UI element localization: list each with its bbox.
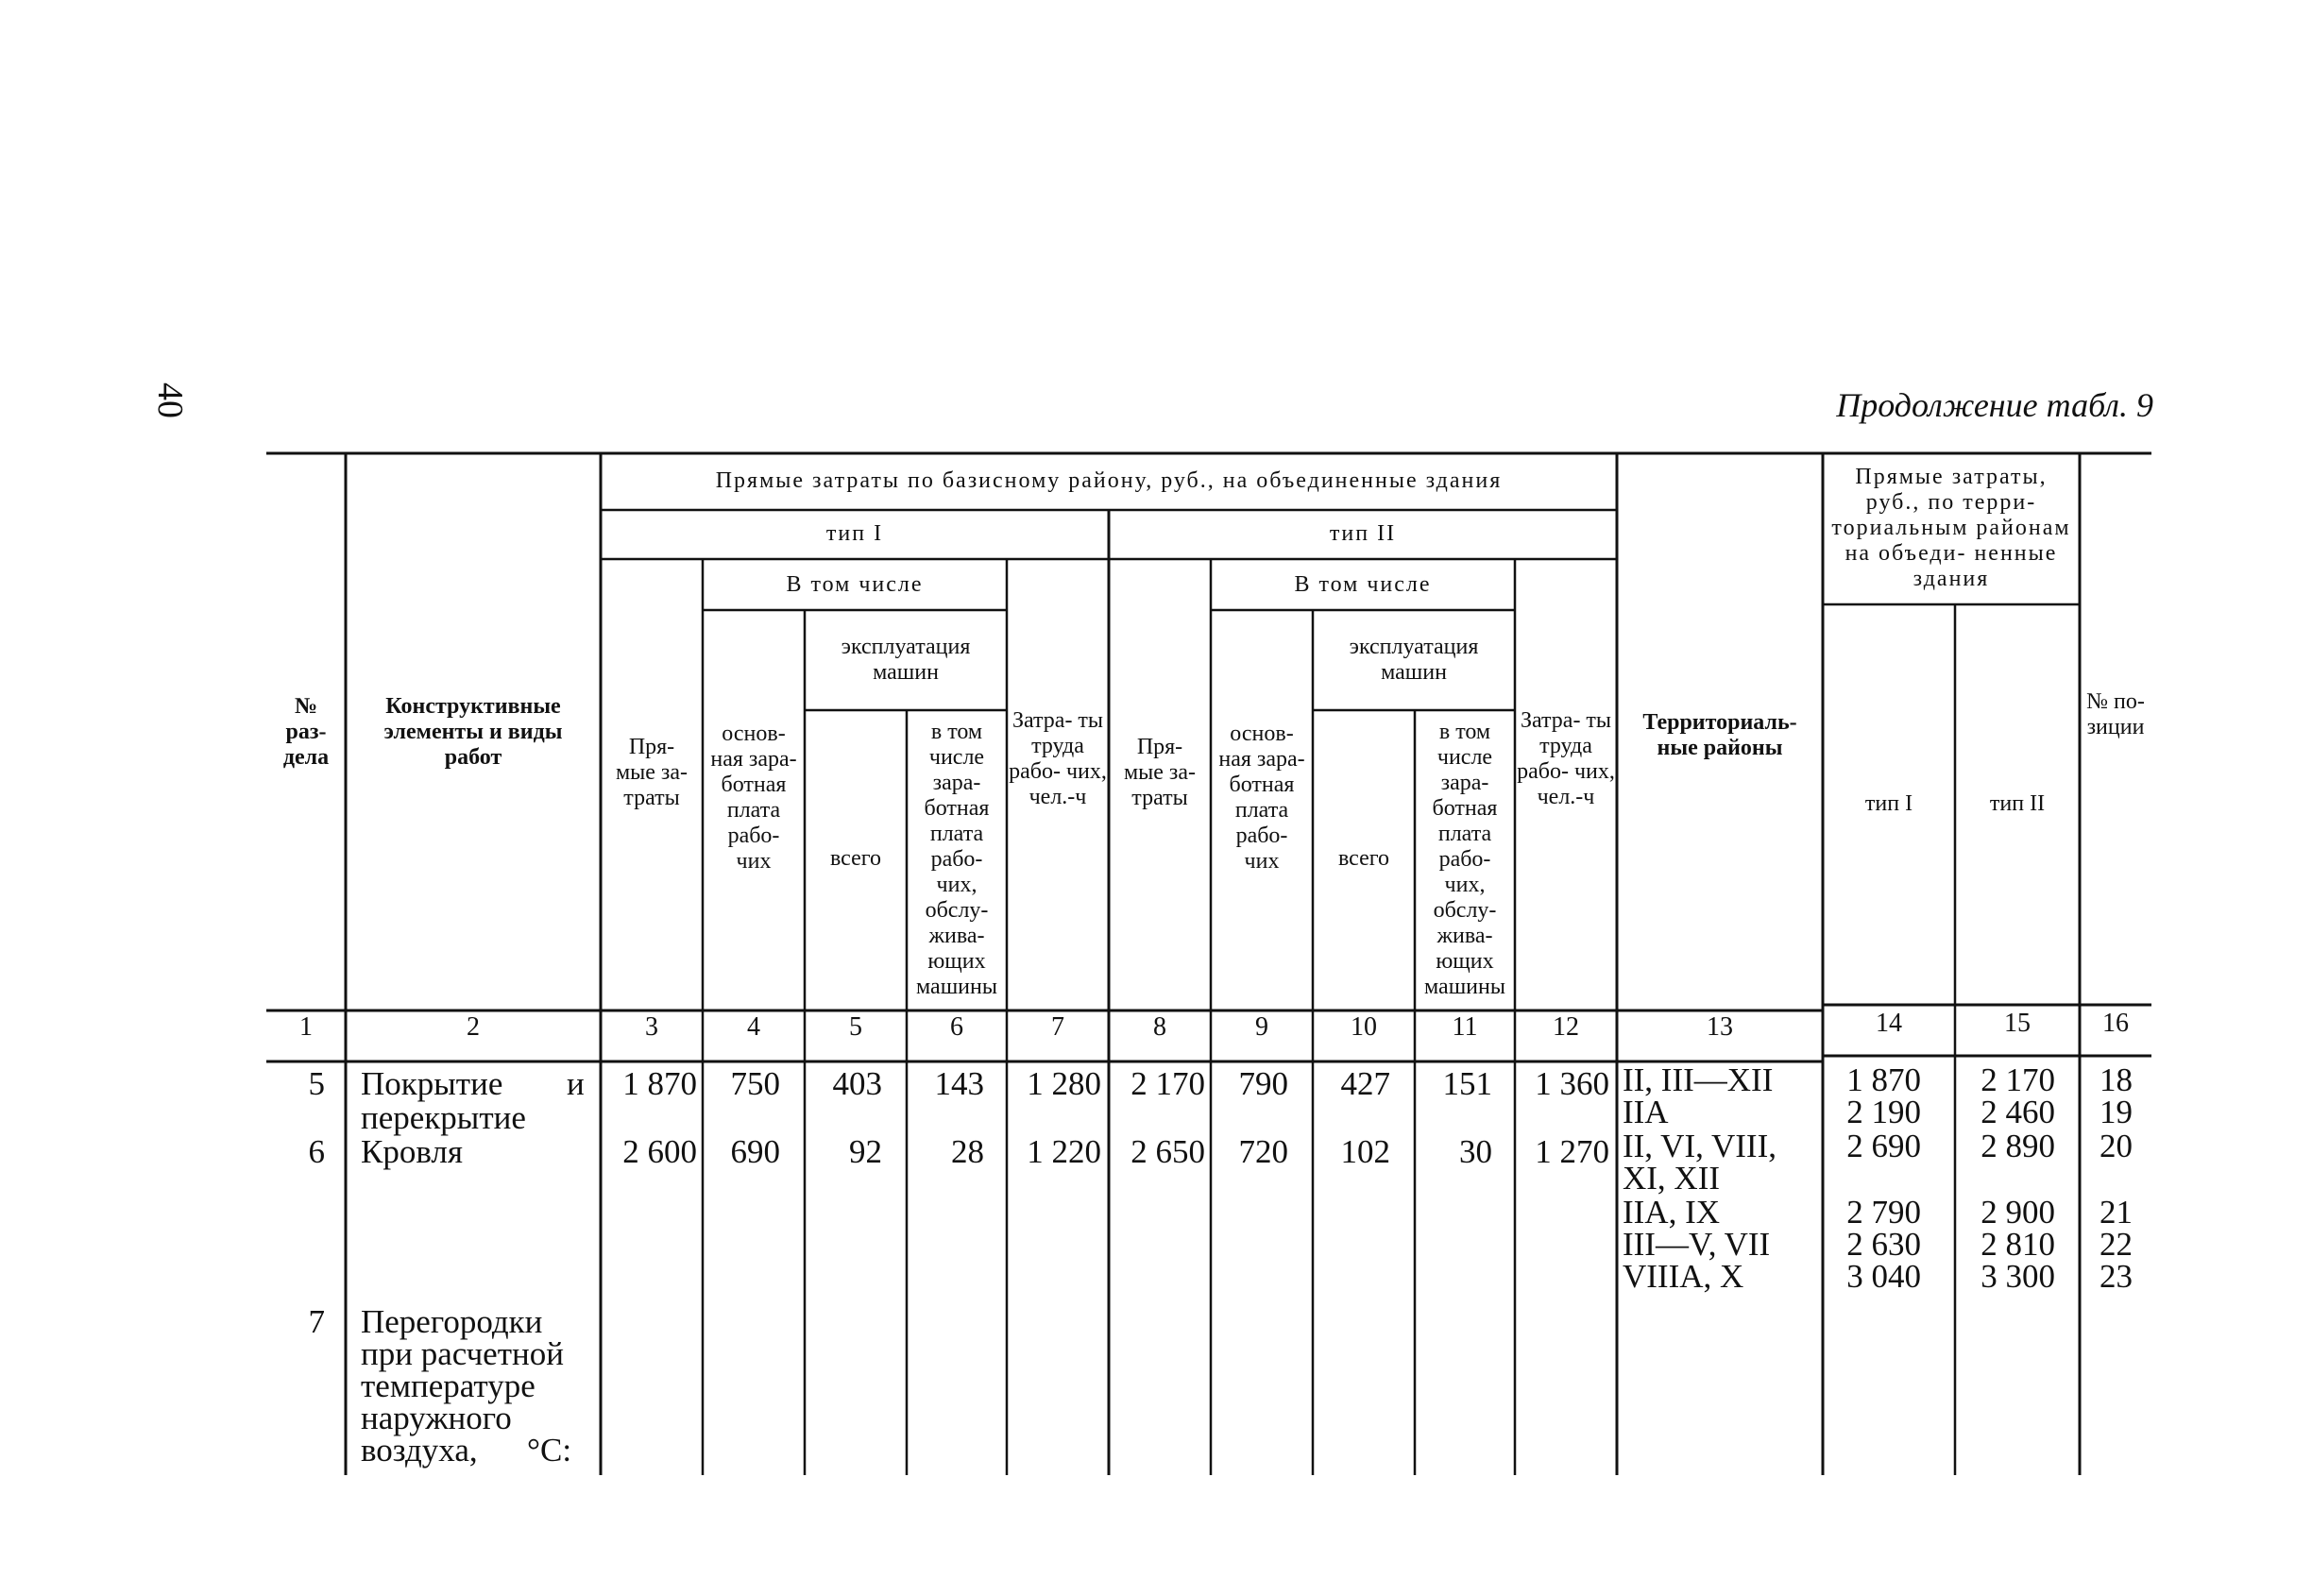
header-regional-type1: тип I [1864,791,1913,816]
header-direct-costs-group: Прямые затраты по базисному району, руб., на объединенные здания [715,468,1503,493]
column-number: 12 [1553,1012,1579,1042]
direct-cost-type1: 1 870 [622,1065,697,1102]
header-direct-type1: Пря- мые за- траты [615,735,688,810]
header-section-no: № раз- дела [282,694,330,770]
regional-cost-type1: 3 040 [1846,1258,1921,1295]
work-name: наружного [361,1400,512,1436]
territorial-region: II, VI, VIII, [1623,1128,1776,1164]
work-name: температуре [361,1367,536,1404]
regional-cost-type2: 3 300 [1980,1258,2055,1295]
header-labor-type2: Затра- ты труда рабо- чих, чел.-ч [1517,708,1615,809]
column-number: 8 [1153,1012,1166,1042]
header-position-no: № по- зиции [2086,689,2145,739]
page-number: 40 [150,382,190,418]
direct-cost-type2: 2 650 [1130,1133,1205,1170]
regional-cost-type2: 2 170 [1980,1061,2055,1098]
territorial-region: II, III—XII [1623,1061,1774,1098]
territorial-region: IIA [1623,1094,1669,1130]
labor-type2: 1 360 [1535,1065,1609,1102]
direct-cost-type2: 2 170 [1130,1065,1205,1102]
work-name: Перегородки [361,1303,543,1340]
base-wage-type2: 790 [1238,1065,1288,1102]
regional-cost-type2: 2 900 [1980,1194,2055,1231]
header-including-type1: В том числе [786,572,924,597]
regional-cost-type1: 2 690 [1846,1128,1921,1164]
section-number: 7 [308,1303,325,1340]
header-elements: Конструктивные элементы и виды работ [383,694,563,770]
machine-total-type2: 427 [1340,1065,1390,1102]
header-base-wage-type1: основ- ная зара- ботная плата рабо- чих [710,722,797,874]
header-base-wage-type2: основ- ная зара- ботная плата рабо- чих [1218,722,1305,874]
column-number: 1 [299,1012,313,1042]
column-number: 15 [2004,1009,2031,1038]
work-name: Кровля [361,1133,463,1170]
table-caption: Продолжение табл. 9 [1836,386,2153,424]
position-number: 20 [2100,1128,2133,1164]
column-number: 9 [1255,1012,1268,1042]
header-regions: Территориаль- ные районы [1642,710,1797,760]
column-number: 4 [747,1012,760,1042]
base-wage-type2: 720 [1238,1133,1288,1170]
position-number: 22 [2100,1226,2133,1263]
section-number: 6 [308,1133,325,1170]
header-machine-ops-type1: эксплуатация машин [841,635,971,685]
regional-cost-type2: 2 810 [1980,1226,2055,1263]
base-wage-type1: 690 [730,1133,780,1170]
position-number: 21 [2100,1194,2133,1231]
column-number: 6 [950,1012,963,1042]
regional-cost-type1: 2 190 [1846,1094,1921,1130]
header-labor-type1: Затра- ты труда рабо- чих, чел.-ч [1009,708,1107,809]
labor-type1: 1 280 [1027,1065,1101,1102]
regional-cost-type1: 1 870 [1846,1061,1921,1098]
header-regional-type2: тип II [1989,791,2046,816]
work-name: воздуха, [361,1432,478,1469]
work-name-conjunction: и [567,1065,585,1102]
position-number: 23 [2100,1258,2133,1295]
work-name-unit: °С: [527,1432,572,1469]
machine-total-type1: 92 [849,1133,882,1170]
machine-wage-type2: 151 [1442,1065,1492,1102]
header-machine-ops-type2: эксплуатация машин [1349,635,1479,685]
column-number: 5 [849,1012,862,1042]
work-name: перекрытие [361,1099,526,1136]
machine-total-type2: 102 [1340,1133,1390,1170]
header-total-type1: всего [829,846,882,871]
header-total-type2: всего [1337,846,1390,871]
machine-total-type1: 403 [832,1065,882,1102]
column-number: 13 [1707,1012,1733,1042]
header-regional-costs: Прямые затраты, руб., по терри- ториальным районам на объеди- ненные здания [1831,465,2071,591]
territorial-region: XI, XII [1623,1160,1721,1197]
column-number: 10 [1351,1012,1377,1042]
machine-wage-type1: 143 [934,1065,984,1102]
labor-type1: 1 220 [1027,1133,1101,1170]
header-type2: тип II [1329,521,1397,546]
regional-cost-type1: 2 630 [1846,1226,1921,1263]
header-type1: тип I [825,521,884,546]
column-number: 2 [467,1012,480,1042]
labor-type2: 1 270 [1535,1133,1609,1170]
work-name: Покрытие [361,1065,503,1102]
territorial-region: III—V, VII [1623,1226,1771,1263]
regional-cost-type2: 2 890 [1980,1128,2055,1164]
position-number: 18 [2100,1061,2133,1098]
column-number: 3 [645,1012,658,1042]
header-incl-wage-type2: в том числе зара- ботная плата рабо- чих, обслу- жива- ющих машины [1424,720,1505,999]
direct-cost-type1: 2 600 [622,1133,697,1170]
position-number: 19 [2100,1094,2133,1130]
header-including-type2: В том числе [1294,572,1432,597]
regional-cost-type2: 2 460 [1980,1094,2055,1130]
machine-wage-type1: 28 [951,1133,984,1170]
territorial-region: VIIIA, X [1623,1258,1744,1295]
header-incl-wage-type1: в том числе зара- ботная плата рабо- чих, обслу- жива- ющих машины [916,720,997,999]
work-name: при расчетной [361,1335,564,1372]
column-number: 7 [1051,1012,1064,1042]
column-number: 14 [1876,1009,1902,1038]
column-number: 11 [1452,1012,1478,1042]
base-wage-type1: 750 [730,1065,780,1102]
regional-cost-type1: 2 790 [1846,1194,1921,1231]
machine-wage-type2: 30 [1459,1133,1492,1170]
territorial-region: IIA, IX [1623,1194,1721,1231]
header-direct-type2: Пря- мые за- траты [1123,735,1197,810]
section-number: 5 [308,1065,325,1102]
column-number: 16 [2102,1009,2129,1038]
